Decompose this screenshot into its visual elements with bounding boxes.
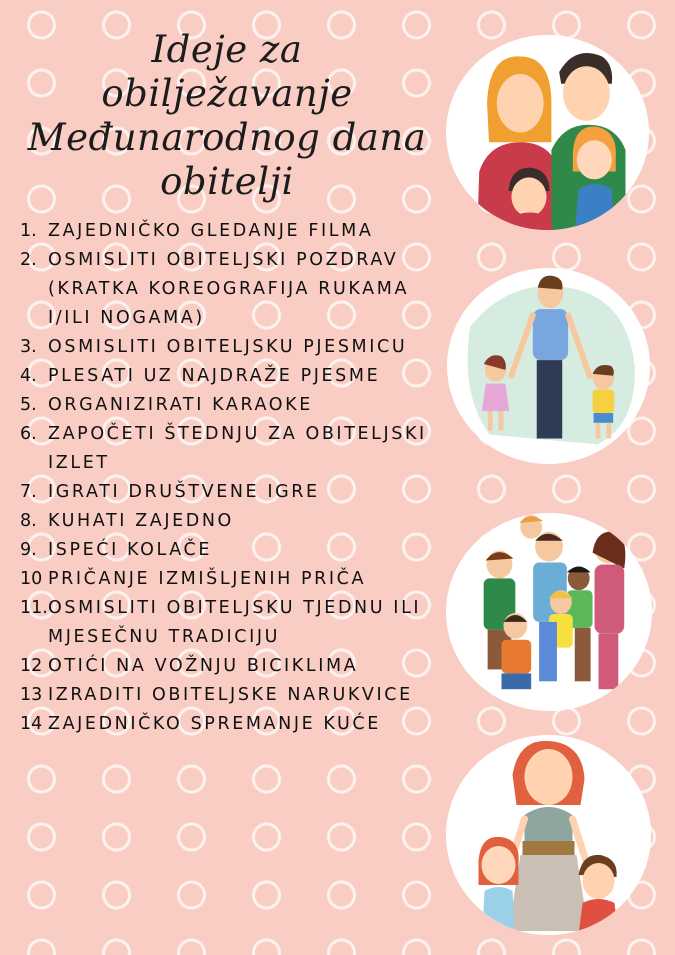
item-number: 2. bbox=[20, 250, 37, 270]
family-portrait-illustration bbox=[446, 35, 649, 230]
list-item bbox=[20, 565, 440, 594]
item-number: 4. bbox=[20, 366, 37, 386]
item-text: ZAJEDNIČKO SPREMANJE KUĆE bbox=[48, 714, 381, 734]
item-text: ZAPOČETI ŠTEDNJU ZA OBITELJSKI IZLET bbox=[48, 424, 427, 473]
family-portrait-image bbox=[446, 35, 649, 230]
list-item bbox=[20, 333, 440, 362]
item-number: 1. bbox=[20, 221, 37, 241]
item-text: IGRATI DRUŠTVENE IGRE bbox=[48, 482, 320, 502]
list-item bbox=[20, 536, 440, 565]
list-item bbox=[20, 478, 440, 507]
mother-with-children-illustration bbox=[446, 735, 651, 935]
page-title bbox=[22, 28, 432, 204]
mother-children-image bbox=[446, 735, 651, 935]
item-number: 8. bbox=[20, 511, 37, 531]
list-item bbox=[20, 594, 440, 652]
large-family-image bbox=[446, 513, 652, 711]
list-item bbox=[20, 710, 440, 739]
list-item bbox=[20, 217, 440, 246]
list-item bbox=[20, 420, 440, 478]
item-text: OSMISLITI OBITELJSKI POZDRAV (KRATKA KOREOGRAFIJA RUKAMA I/ILI NOGAMA) bbox=[48, 250, 410, 328]
item-number: 11. bbox=[20, 598, 48, 618]
title-line-1: Ideje za obilježavanje bbox=[101, 28, 353, 115]
item-number: 13 bbox=[20, 685, 43, 705]
item-number: 12 bbox=[20, 656, 43, 676]
item-text: OTIĆI NA VOŽNJU BICIKLIMA bbox=[48, 656, 359, 676]
item-text: ZAJEDNIČKO GLEDANJE FILMA bbox=[48, 221, 374, 241]
list-item bbox=[20, 362, 440, 391]
item-number: 6. bbox=[20, 424, 37, 444]
item-number: 9. bbox=[20, 540, 37, 560]
list-item bbox=[20, 507, 440, 536]
list-item bbox=[20, 681, 440, 710]
list-item bbox=[20, 652, 440, 681]
father-children-image bbox=[447, 268, 650, 464]
list-item bbox=[20, 246, 440, 333]
item-number: 7. bbox=[20, 482, 37, 502]
item-text: OSMISLITI OBITELJSKU TJEDNU ILI MJESEČNU TRADICIJU bbox=[48, 598, 422, 647]
item-number: 14 bbox=[20, 714, 43, 734]
item-text: IZRADITI OBITELJSKE NARUKVICE bbox=[48, 685, 413, 705]
item-number: 3. bbox=[20, 337, 37, 357]
ideas-list bbox=[20, 217, 440, 739]
title-line-2: Međunarodnog dana bbox=[27, 116, 427, 159]
item-number: 10 bbox=[20, 569, 43, 589]
large-family-group-illustration bbox=[446, 513, 652, 711]
list-item bbox=[20, 391, 440, 420]
item-text: PLESATI UZ NAJDRAŽE PJESME bbox=[48, 366, 381, 386]
item-text: ORGANIZIRATI KARAOKE bbox=[48, 395, 313, 415]
item-text: PRIČANJE IZMIŠLJENIH PRIČA bbox=[48, 569, 367, 589]
item-text: ISPEĆI KOLAČE bbox=[48, 540, 213, 560]
title-line-3: obitelji bbox=[160, 160, 294, 203]
item-number: 5. bbox=[20, 395, 37, 415]
item-text: KUHATI ZAJEDNO bbox=[48, 511, 234, 531]
father-with-children-illustration bbox=[447, 268, 650, 464]
item-text: OSMISLITI OBITELJSKU PJESMICU bbox=[48, 337, 408, 357]
